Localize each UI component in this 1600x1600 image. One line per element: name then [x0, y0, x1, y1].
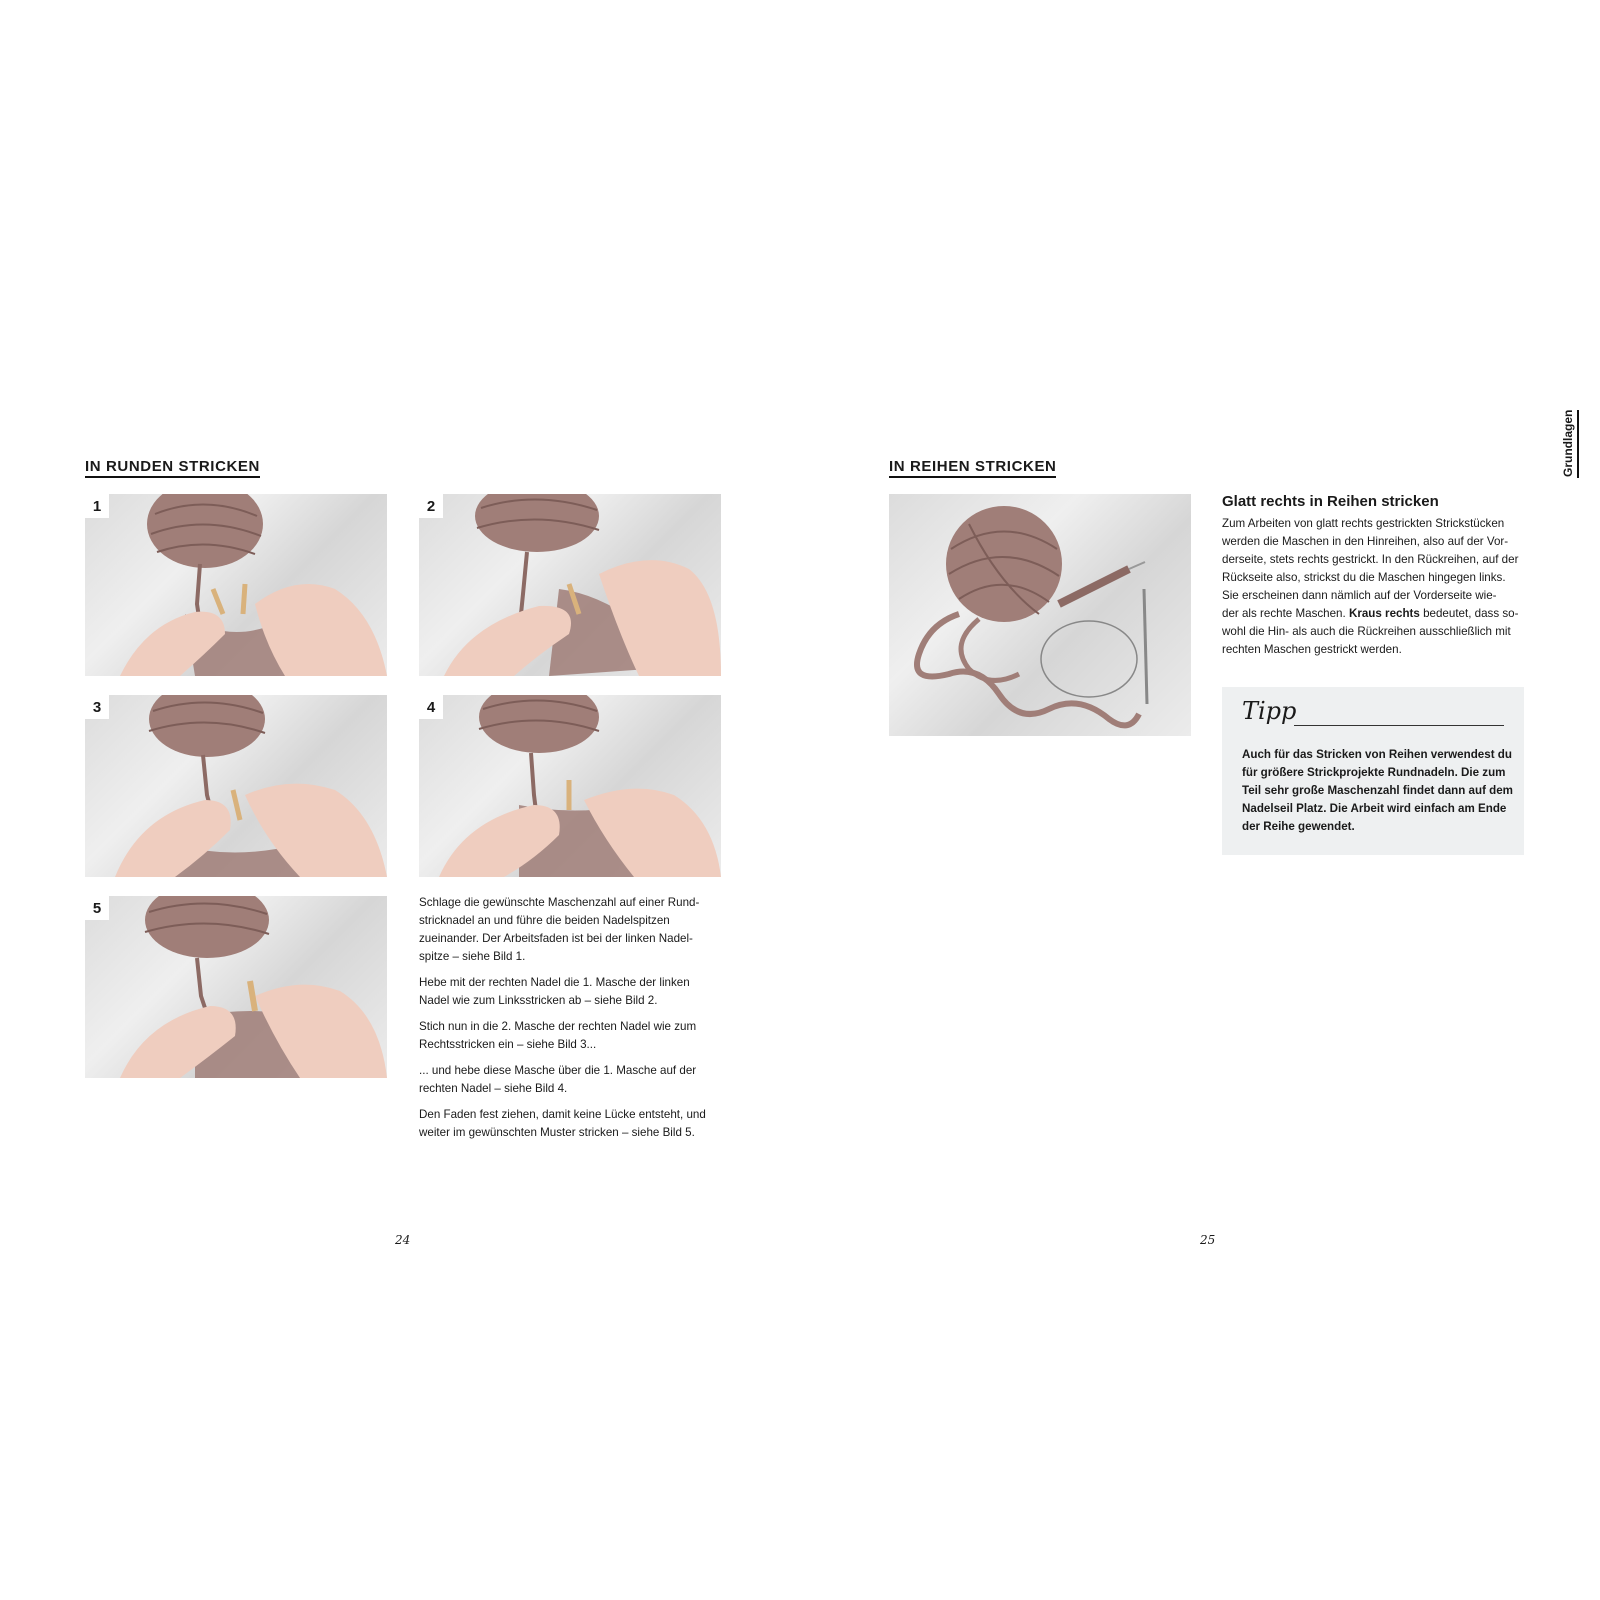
step-number: 2 — [419, 494, 443, 518]
paragraph: Schlage die gewünschte Maschenzahl auf einer Rund- stricknadel an und führe die beiden Nadelspitzen zueinander. Der Arbeitsfaden ist bei der linken Nadel- spitze – siehe Bild 1. — [419, 896, 700, 963]
paragraph: Hebe mit der rechten Nadel die 1. Masche der linken Nadel wie zum Linksstricken ab – siehe Bild 2. — [419, 976, 690, 1007]
page-number-right: 25 — [1200, 1233, 1216, 1247]
tip-label: Tipp — [1242, 697, 1297, 725]
step-photo-4 — [419, 695, 721, 877]
yarn-ball-illustration — [889, 494, 1191, 736]
step-photo-1 — [85, 494, 387, 676]
body-text: Zum Arbeiten von glatt rechts gestrickten Strickstücken werden die Maschen in den Hinreihen, also auf der Vor- derseite, stets rechts gestrickt. In den Rückreihen, auf der Rückseite also, strickst du die Maschen hingegen links. Sie erscheinen dann nämlich auf der Vorderseite wie- der als rechte Maschen. Kraus rechts bedeutet, dass so- wohl die Hin- als auch die Rückreihen ausschließlich mit rechten Maschen gestrickt werden. — [1222, 517, 1519, 656]
step-number: 1 — [85, 494, 109, 518]
step-number: 5 — [85, 896, 109, 920]
step-photo-2 — [419, 494, 721, 676]
step-photo-5 — [85, 896, 387, 1078]
chapter-tab-bar — [1577, 410, 1579, 478]
emphasis: Kraus rechts — [1348, 607, 1420, 620]
paragraph: ... und hebe diese Masche über die 1. Masche auf der rechten Nadel – siehe Bild 4. — [419, 1064, 697, 1095]
step-number: 4 — [419, 695, 443, 719]
section-title-reihen: IN REIHEN STRICKEN — [889, 458, 1056, 478]
instructions-text — [419, 894, 719, 1150]
knitting-illustration — [419, 695, 721, 877]
page-number-left: 24 — [395, 1233, 411, 1247]
chapter-tab: Grundlagen — [1561, 409, 1575, 477]
knitting-illustration — [419, 494, 721, 676]
tip-text: Auch für das Stricken von Reihen verwendest du für größere Strickprojekte Rundnadeln. Die zum Teil sehr große Maschenzahl findet dann auf dem Nadelseil Platz. Die Arbeit wird einfach am Ende der Reihe gewendet. — [1242, 748, 1513, 833]
subheading: Glatt rechts in Reihen stricken — [1222, 493, 1439, 510]
knitting-illustration — [85, 494, 387, 676]
step-number: 3 — [85, 695, 109, 719]
paragraph: Stich nun in die 2. Masche der rechten Nadel wie zum Rechtsstricken ein – siehe Bild 3... — [419, 1020, 697, 1051]
knitting-illustration — [85, 896, 387, 1078]
knitting-illustration — [85, 695, 387, 877]
tip-box — [1222, 687, 1524, 855]
yarn-photo — [889, 494, 1191, 736]
step-photo-3 — [85, 695, 387, 877]
section-title-runden: IN RUNDEN STRICKEN — [85, 458, 260, 478]
tip-divider — [1294, 725, 1504, 726]
paragraph: Den Faden fest ziehen, damit keine Lücke entsteht, und weiter im gewünschten Muster stricken – siehe Bild 5. — [419, 1108, 706, 1139]
